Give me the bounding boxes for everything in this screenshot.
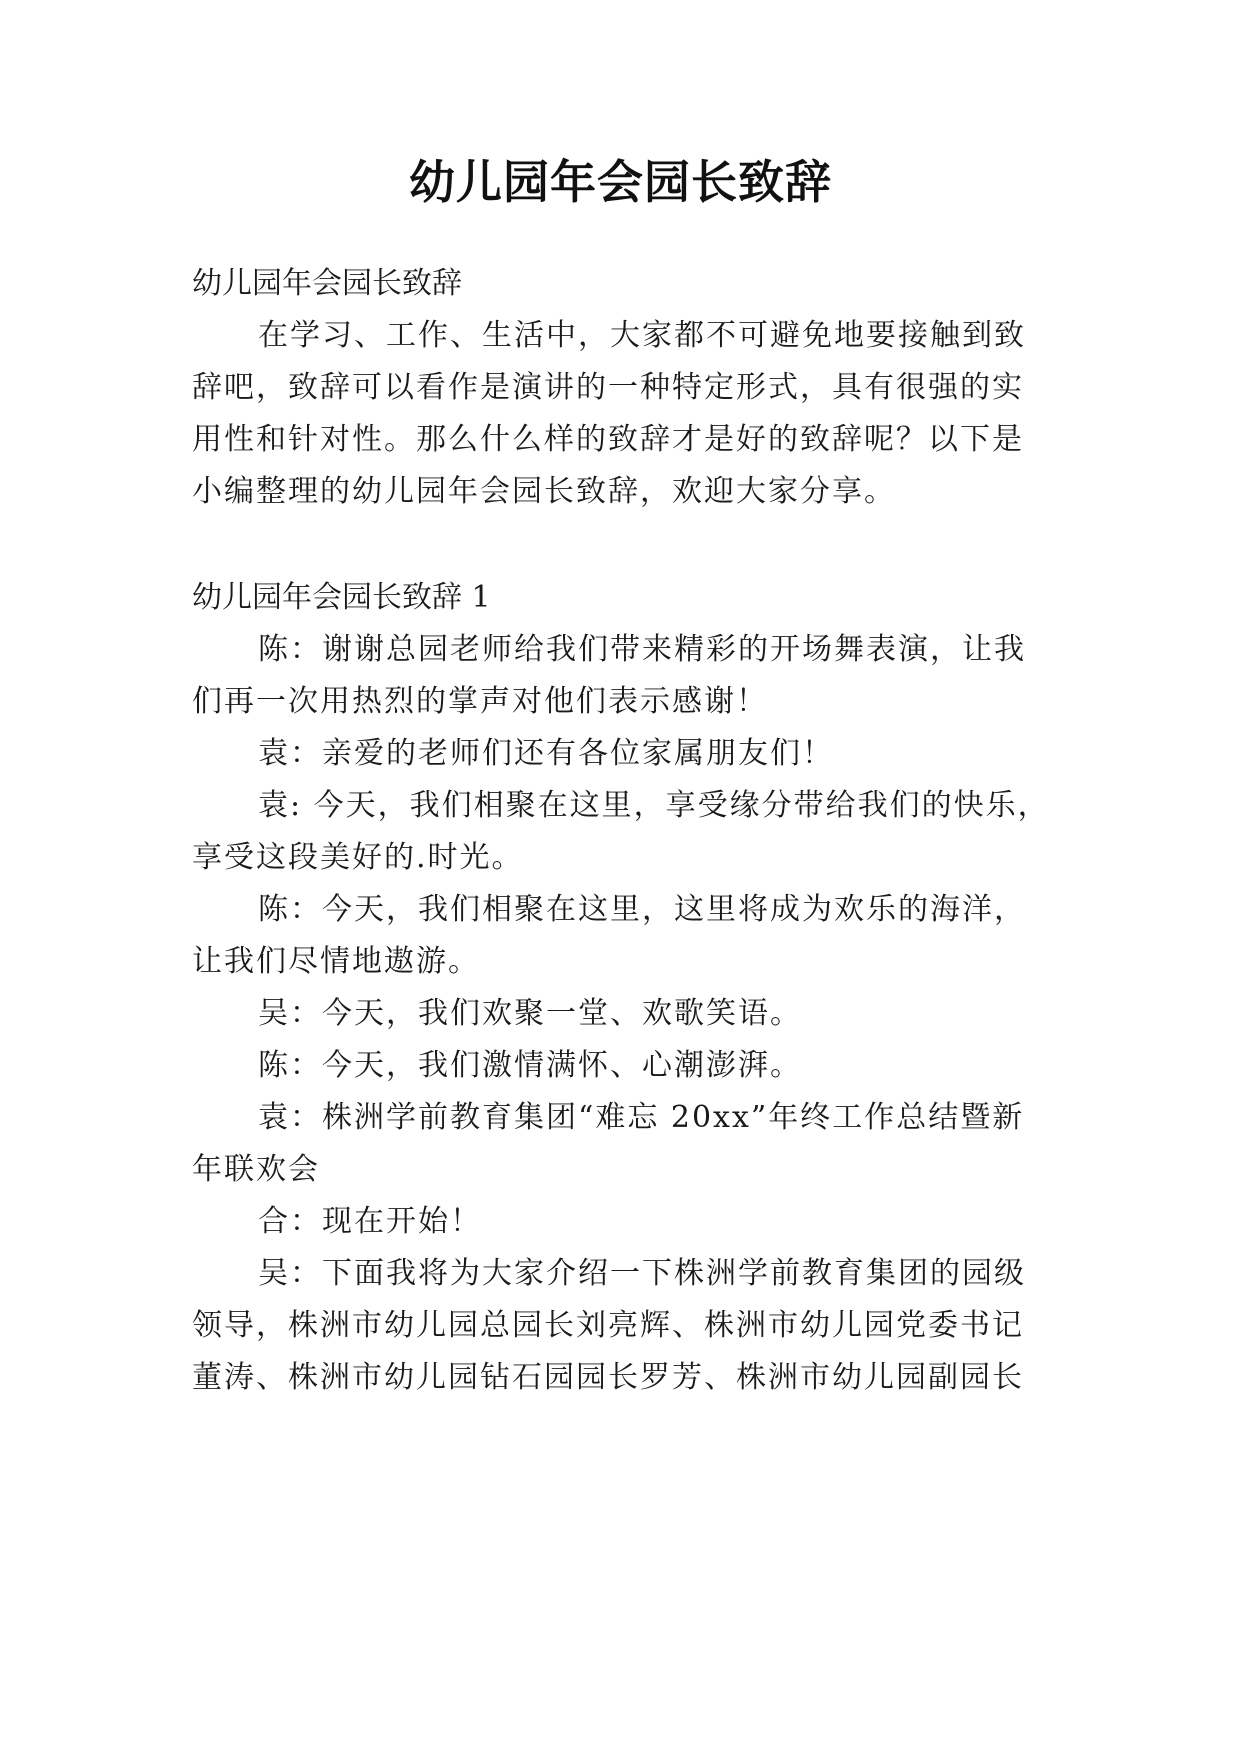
body-line: 年联欢会 xyxy=(192,1152,320,1187)
body-line: 让我们尽情地遨游。 xyxy=(192,944,480,979)
document-title: 幼儿园年会园长致辞 xyxy=(409,155,832,209)
body-line: 合：现在开始！ xyxy=(258,1204,482,1239)
intro-line: 用性和针对性。那么什么样的致辞才是好的致辞呢？以下是 xyxy=(192,422,1024,457)
body-line: 袁：亲爱的老师们还有各位家属朋友们！ xyxy=(258,736,834,771)
body-line: 吴：今天，我们欢聚一堂、欢歌笑语。 xyxy=(258,996,802,1031)
body-line: 袁: 今天，我们相聚在这里，享受缘分带给我们的快乐， xyxy=(258,788,1050,823)
body-line: 享受这段美好的.时光。 xyxy=(192,840,524,875)
body-line: 陈：谢谢总园老师给我们带来精彩的开场舞表演，让我 xyxy=(258,632,1026,667)
body-line: 陈：今天，我们激情满怀、心潮澎湃。 xyxy=(258,1048,802,1083)
body-line: 袁：株洲学前教育集团“难忘 20xx”年终工作总结暨新 xyxy=(258,1100,1025,1135)
body-line: 陈：今天，我们相聚在这里，这里将成为欢乐的海洋， xyxy=(258,892,1026,927)
section-title: 幼儿园年会园长致辞 1 xyxy=(192,580,491,615)
body-line: 吴：下面我将为大家介绍一下株洲学前教育集团的园级 xyxy=(258,1256,1026,1291)
body-line: 董涛、株洲市幼儿园钻石园园长罗芳、株洲市幼儿园副园长 xyxy=(192,1360,1024,1395)
body-line: 们再一次用热烈的掌声对他们表示感谢！ xyxy=(192,684,768,719)
document-heading: 幼儿园年会园长致辞 xyxy=(192,266,462,301)
body-line: 领导，株洲市幼儿园总园长刘亮辉、株洲市幼儿园党委书记 xyxy=(192,1308,1024,1343)
intro-line: 在学习、工作、生活中，大家都不可避免地要接触到致 xyxy=(258,318,1026,353)
intro-line: 小编整理的幼儿园年会园长致辞，欢迎大家分享。 xyxy=(192,474,896,509)
intro-line: 辞吧，致辞可以看作是演讲的一种特定形式，具有很强的实 xyxy=(192,370,1024,405)
